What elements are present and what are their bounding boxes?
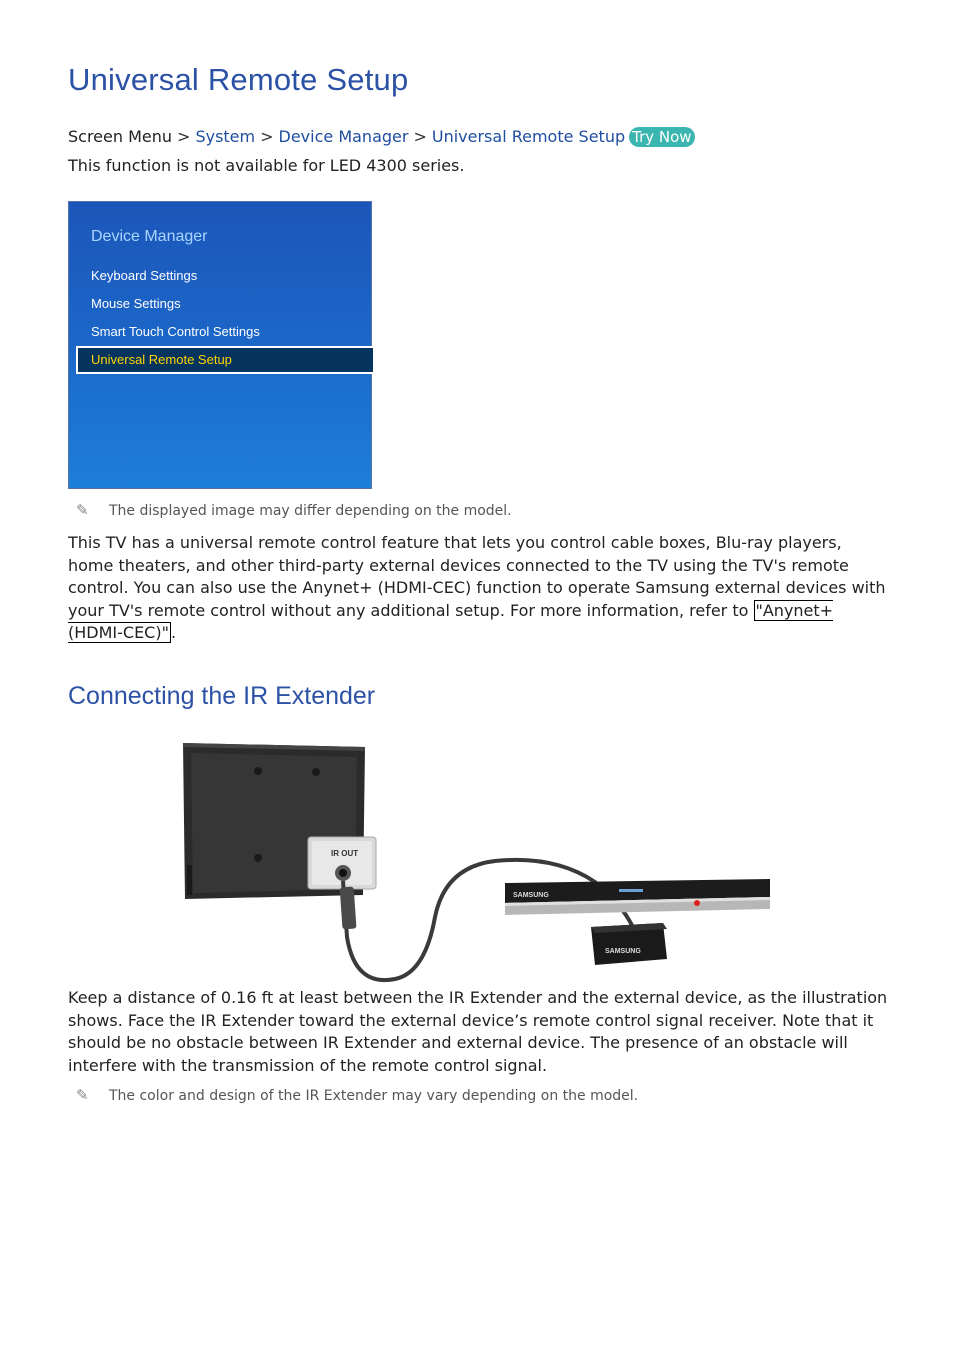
menu-title: Device Manager bbox=[91, 228, 208, 245]
extender-brand: SAMSUNG bbox=[605, 948, 641, 955]
pencil-icon: ✎ bbox=[76, 501, 89, 519]
image-note bbox=[76, 501, 512, 520]
pencil-icon: ✎ bbox=[76, 1086, 89, 1104]
availability-note: This function is not available for LED 4300 series. bbox=[68, 156, 465, 175]
ir-extender-illustration bbox=[175, 737, 775, 987]
section-title: Connecting the IR Extender bbox=[68, 682, 376, 710]
blu-ray-player bbox=[505, 879, 770, 915]
intro-paragraph bbox=[68, 532, 888, 645]
box-brand: SAMSUNG bbox=[513, 892, 549, 899]
menu-item-smart-touch-control-settings: Smart Touch Control Settings bbox=[91, 324, 260, 339]
page-title: Universal Remote Setup bbox=[68, 62, 409, 97]
breadcrumb-system[interactable]: System bbox=[195, 127, 256, 146]
ir-extender-device bbox=[591, 923, 667, 965]
breadcrumb-separator-icon: > bbox=[260, 127, 274, 146]
extender-note-text: The color and design of the IR Extender may vary depending on the model. bbox=[109, 1088, 639, 1104]
menu-item-universal-remote-setup: Universal Remote Setup bbox=[76, 346, 375, 374]
port-label: IR OUT bbox=[331, 849, 359, 858]
breadcrumb-universal-remote-setup[interactable]: Universal Remote Setup bbox=[431, 127, 626, 146]
intro-end: . bbox=[170, 623, 177, 642]
breadcrumb-separator-icon: > bbox=[413, 127, 427, 146]
intro-text: This TV has a universal remote control feature that lets you control cable boxes, Blu-ray players, home theaters, and other third-party external devices connected to the TV using the TV's remote control. You can also use the Anynet+ (HDMI-CEC) function to operate Samsung external devices with your TV's remote control without any additional setup. For more information, refer to bbox=[68, 533, 886, 620]
menu-item-keyboard-settings: Keyboard Settings bbox=[91, 268, 198, 283]
extender-note bbox=[76, 1086, 638, 1105]
breadcrumb-root: Screen Menu bbox=[68, 127, 173, 146]
extender-paragraph: Keep a distance of 0.16 ft at least between the IR Extender and the external device, as the illustration shows. Face the IR Extender toward the external device’s remote control signal receiver. Note that it should be no obstacle between IR Extender and external device. The presence of an obstacle will interfere with the transmission of the remote control signal. bbox=[68, 988, 888, 1075]
breadcrumb bbox=[68, 126, 695, 148]
anynet-link[interactable]: "Anynet+ (HDMI-CEC)" bbox=[68, 600, 834, 642]
menu-item-mouse-settings: Mouse Settings bbox=[91, 296, 181, 311]
breadcrumb-device-manager[interactable]: Device Manager bbox=[278, 127, 409, 146]
image-note-text: The displayed image may differ depending on the model. bbox=[109, 503, 512, 519]
device-manager-menu-screenshot bbox=[68, 201, 372, 489]
try-now-button[interactable]: Try Now bbox=[629, 127, 694, 147]
breadcrumb-separator-icon: > bbox=[177, 127, 191, 146]
